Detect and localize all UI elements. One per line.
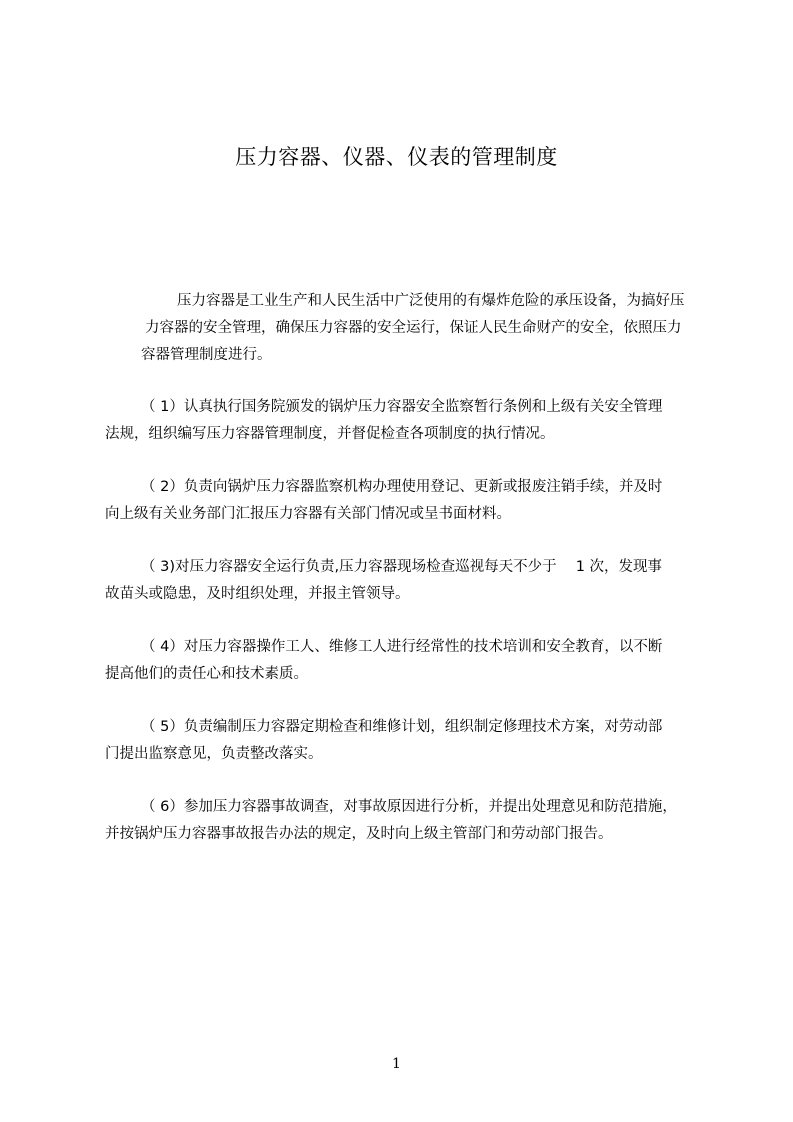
intro-line-2: 力容器的安全管理，确保压力容器的安全运行，保证人民生命财产的安全，依照压力 bbox=[145, 320, 682, 336]
item-3-line-2: 故苗头或隐患，及时组织处理，并报主管领导。 bbox=[105, 586, 410, 602]
item-1-line-1: （ 1）认真执行国务院颁发的锅炉压力容器安全监察暂行条例和上级有关安全管理 bbox=[141, 399, 663, 415]
item-6-line-2: 并按锅炉压力容器事故报告办法的规定，及时向上级主管部门和劳动部门报告。 bbox=[105, 826, 613, 842]
item-5-line-2: 门提出监察意见，负责整改落实。 bbox=[105, 746, 323, 762]
item-4-line-1: （ 4）对压力容器操作工人、维修工人进行经常性的技术培训和安全教育，以不断 bbox=[141, 639, 663, 655]
item-3-line-1: （ 3)对压力容器安全运行负责,压力容器现场检查巡视每天不少于 1 次，发现事 bbox=[141, 559, 663, 575]
item-2-line-2: 向上级有关业务部门汇报压力容器有关部门情况或呈书面材料。 bbox=[105, 506, 511, 522]
item-2-line-1: （ 2）负责向锅炉压力容器监察机构办理使用登记、更新或报废注销手续，并及时 bbox=[141, 479, 663, 495]
list-item bbox=[105, 474, 711, 528]
list-item bbox=[105, 634, 711, 688]
list-item bbox=[105, 794, 711, 848]
item-5-line-1: （ 5）负责编制压力容器定期检查和维修计划，组织制定修理技术方案，对劳动部 bbox=[141, 719, 663, 735]
list-item bbox=[105, 394, 711, 448]
list-item bbox=[105, 714, 711, 768]
item-4-line-2: 提高他们的责任心和技术素质。 bbox=[105, 666, 308, 682]
list-item bbox=[105, 554, 711, 608]
item-6-line-1: （ 6）参加压力容器事故调查，对事故原因进行分析，并提出处理意见和防范措施， bbox=[141, 799, 677, 815]
intro-paragraph bbox=[105, 288, 711, 369]
document-title: 压力容器、仪器、仪表的管理制度 bbox=[235, 145, 558, 169]
page-number: 1 bbox=[392, 1056, 401, 1072]
item-1-line-2: 法规，组织编写压力容器管理制度，并督促检查各项制度的执行情况。 bbox=[105, 426, 555, 442]
intro-line-1: 压力容器是工业生产和人民生活中广泛使用的有爆炸危险的承压设备，为搞好压 bbox=[177, 293, 685, 309]
intro-line-3: 容器管理制度进行。 bbox=[141, 347, 272, 363]
